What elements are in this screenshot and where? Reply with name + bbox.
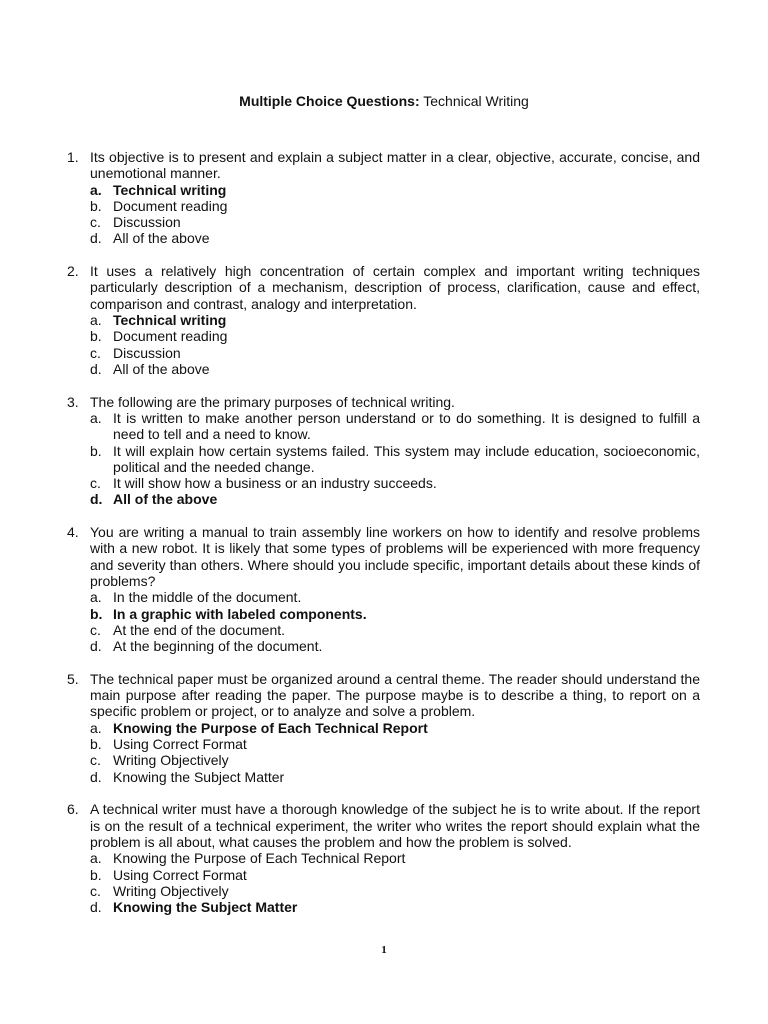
option-item — [90, 230, 700, 246]
option-text: It will explain how certain systems failed. This system may include education, socioeconomic, political and the needed change. — [113, 442, 700, 475]
option-letter: a. — [90, 312, 102, 329]
option-item — [90, 622, 700, 638]
option-item — [90, 638, 700, 654]
option-item — [90, 214, 700, 230]
option-letter: a. — [90, 850, 102, 867]
correct-option — [90, 606, 700, 622]
question-item — [67, 263, 700, 377]
option-item — [90, 475, 700, 491]
option-text: Knowing the Subject Matter — [113, 899, 298, 916]
option-text: In a graphic with labeled components. — [113, 605, 367, 622]
option-letter: a. — [90, 589, 102, 606]
question-item — [67, 149, 700, 247]
option-letter: b. — [90, 442, 102, 459]
option-list — [90, 312, 700, 377]
question-text: It uses a relatively high concentration of certain complex and important writing techniques particularly description of a mechanism, description of process, clarification, cause and effect, comparison and contrast, analogy and interpretation. — [90, 263, 700, 312]
option-letter: c. — [90, 475, 101, 492]
option-text: Writing Objectively — [113, 882, 229, 899]
option-text: At the end of the document. — [113, 621, 286, 638]
question-text: A technical writer must have a thorough knowledge of the subject he is to write about. If the report is on the result of a technical experiment, the writer who writes the report should explain what the problem is all about, what causes the problem and how the problem is solved. — [90, 801, 700, 850]
option-letter: d. — [90, 230, 102, 247]
option-text: At the beginning of the document. — [113, 638, 323, 655]
option-letter: a. — [90, 409, 102, 426]
option-text: All of the above — [113, 491, 218, 508]
option-letter: a. — [90, 719, 102, 736]
question-number: 5. — [67, 670, 79, 687]
question-item — [67, 801, 700, 915]
question-number: 4. — [67, 524, 79, 541]
correct-option — [90, 312, 700, 328]
option-list — [90, 589, 700, 654]
page-number: 1 — [381, 944, 387, 956]
option-text: In the middle of the document. — [113, 589, 302, 606]
option-item — [90, 589, 700, 605]
question-item — [67, 524, 700, 654]
option-text: Writing Objectively — [113, 752, 229, 769]
option-letter: c. — [90, 882, 101, 899]
option-text: Document reading — [113, 328, 228, 345]
option-list — [90, 850, 700, 915]
option-text: It will show how a business or an industry succeeds. — [113, 475, 437, 492]
option-letter: d. — [90, 899, 102, 916]
page-title — [0, 93, 768, 109]
question-list — [67, 149, 700, 932]
title-rest-part: Technical Writing — [419, 93, 529, 109]
option-letter: c. — [90, 214, 101, 231]
question-number: 1. — [67, 149, 79, 165]
question-text: Its objective is to present and explain a subject matter in a clear, objective, accurate, concise, and unemotional manner. — [90, 149, 700, 182]
question-text: The technical paper must be organized around a central theme. The reader should understand the main purpose after reading the paper. The purpose maybe is to describe a thing, to report on a specific problem or project, or to analyze and solve a problem. — [90, 670, 700, 720]
correct-option — [90, 720, 700, 736]
option-item — [90, 198, 700, 214]
option-letter: c. — [90, 344, 101, 361]
option-letter: b. — [90, 605, 103, 622]
option-item — [90, 850, 700, 866]
option-letter: b. — [90, 866, 102, 883]
question-item — [67, 394, 700, 508]
option-list — [90, 410, 700, 508]
option-letter: d. — [90, 491, 103, 508]
option-letter: b. — [90, 197, 102, 214]
option-item — [90, 883, 700, 899]
option-text: Using Correct Format — [113, 866, 247, 883]
question-text: You are writing a manual to train assembly line workers on how to identify and resolve problems with a new robot. It is likely that some types of problems will be experienced with more frequency and severity than others. Where should you include specific, important details about these kinds of problems? — [90, 524, 700, 589]
option-item — [90, 752, 700, 768]
option-letter: b. — [90, 328, 102, 345]
question-item — [67, 671, 700, 785]
option-text: Knowing the Purpose of Each Technical Report — [113, 719, 428, 736]
correct-option — [90, 899, 700, 915]
option-text: Discussion — [113, 344, 181, 361]
question-number: 2. — [67, 263, 79, 280]
option-text: Knowing the Subject Matter — [113, 768, 285, 785]
option-letter: b. — [90, 736, 102, 753]
option-letter: d. — [90, 768, 102, 785]
option-item — [90, 769, 700, 785]
option-item — [90, 328, 700, 344]
option-item — [90, 361, 700, 377]
option-text: Knowing the Purpose of Each Technical Report — [113, 850, 406, 867]
option-text: Document reading — [113, 197, 228, 214]
question-number: 3. — [67, 393, 79, 410]
option-text: Technical writing — [113, 312, 227, 329]
option-text: Technical writing — [113, 181, 227, 198]
option-item — [90, 345, 700, 361]
option-letter: c. — [90, 621, 101, 638]
title-bold-part: Multiple Choice Questions: — [239, 93, 420, 109]
option-text: All of the above — [113, 360, 210, 377]
option-list — [90, 720, 700, 785]
option-text: All of the above — [113, 230, 210, 247]
option-letter: d. — [90, 360, 102, 377]
option-item — [90, 443, 700, 476]
question-number: 6. — [67, 801, 79, 818]
option-item — [90, 736, 700, 752]
option-letter: c. — [90, 752, 101, 769]
option-item — [90, 867, 700, 883]
correct-option — [90, 491, 700, 507]
option-letter: a. — [90, 181, 102, 198]
option-letter: d. — [90, 638, 102, 655]
option-item — [90, 410, 700, 443]
option-text: It is written to make another person understand or to do something. It is designed to fulfill a need to tell and a need to know. — [113, 409, 700, 443]
question-text: The following are the primary purposes of technical writing. — [90, 393, 455, 410]
option-text: Using Correct Format — [113, 736, 247, 753]
option-text: Discussion — [113, 214, 181, 231]
correct-option — [90, 182, 700, 198]
option-list — [90, 182, 700, 247]
